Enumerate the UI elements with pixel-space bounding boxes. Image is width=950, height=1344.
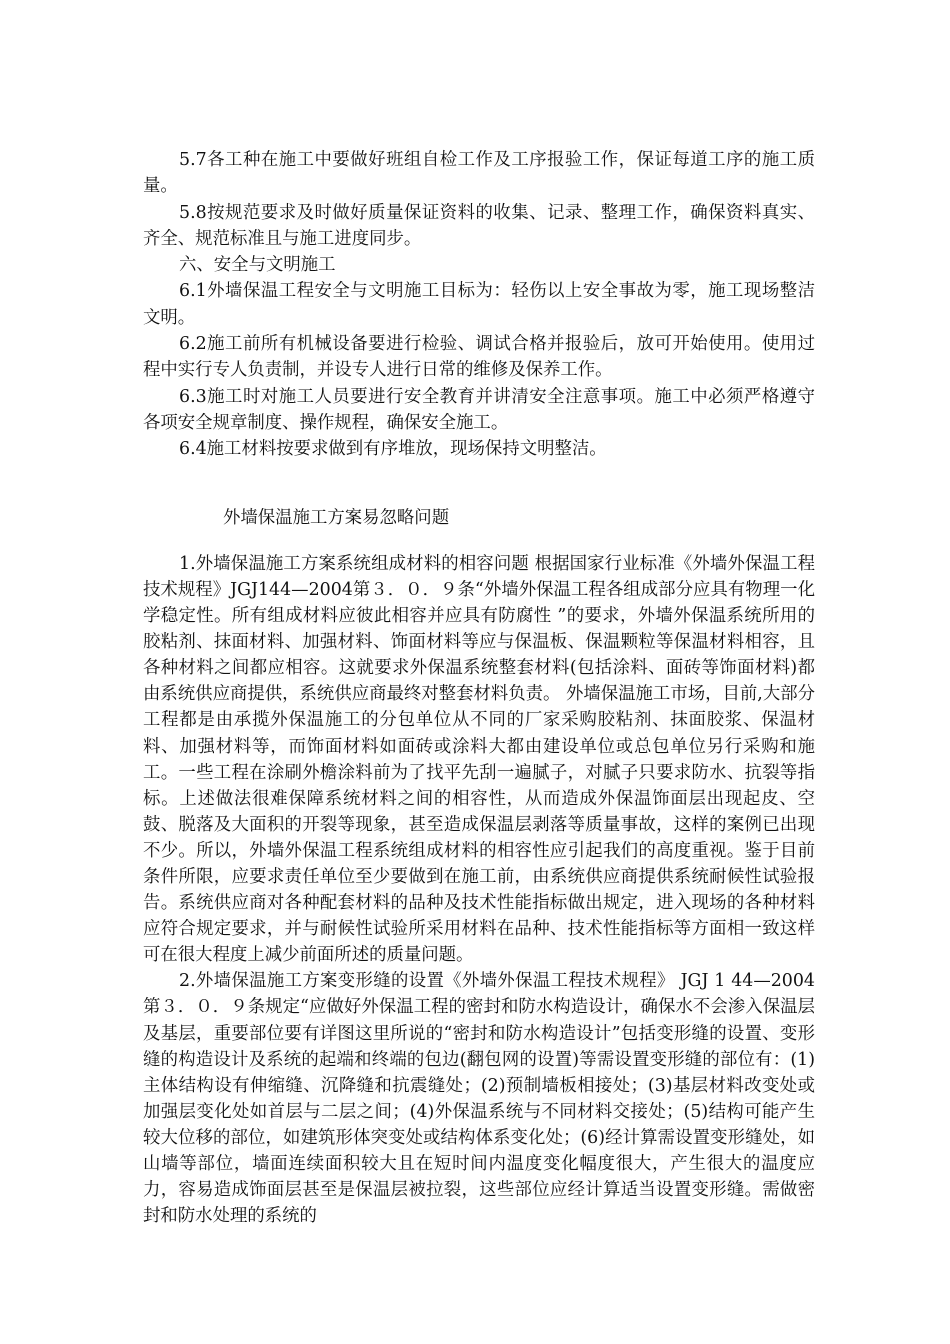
- paragraph-6-3: 6.3施工时对施工人员要进行安全教育并讲清安全注意事项。施工中必须严格遵守各项安全规章制度、操作规程，确保安全施工。: [143, 386, 815, 433]
- paragraph-5-7: 5.7各工种在施工中要做好班组自检工作及工序报验工作，保证每道工序的施工质量。: [143, 150, 815, 197]
- paragraph-6-4: 6.4施工材料按要求做到有序堆放，现场保持文明整洁。: [179, 439, 607, 460]
- section-spacer: [143, 463, 815, 505]
- section-heading-safety: 六、安全与文明施工: [179, 255, 336, 276]
- article-title: 外墙保温施工方案易忽略问题: [223, 507, 450, 528]
- paragraph-material-compatibility: 1.外墙保温施工方案系统组成材料的相容问题 根据国家行业标准《外墙外保温工程技术规程》JGJ144—2004第３．０．９条“外墙外保温工程各组成部分应具有物理一化学稳定性。所有组成材料应彼此相容并应具有防腐性 ”的要求，外墙外保温系统所用的胶粘剂、抹面材料、加强材料、饰面材料等应与保温板、保温颗粒等保温材料相容，且各种材料之间都应相容。这就要求外保温系统整套材料(包括涂料、面砖等饰面材料)都由系统供应商提供，系统供应商最终对整套材料负责。 外墙保温施工市场，目前,大部分工程都是由承揽外保温施工的分包单位从不同的厂家采购胶粘剂、抹面胶浆、保温材料、加强材料等，而饰面材料如面砖或涂料大都由建设单位或总包单位另行采购和施工。一些工程在涂刷外檐涂料前为了找平先刮一遍腻子，对腻子只要求防水、抗裂等指标。上述做法很难保障系统材料之间的相容性，从而造成外保温饰面层出现起皮、空鼓、脱落及大面积的开裂等现象，甚至造成保温层剥落等质量事故，这样的案例已出现不少。所以，外墙外保温工程系统组成材料的相容性应引起我们的高度重视。鉴于目前条件所限，应要求责任单位至少要做到在施工前，由系统供应商提供系统耐候性试验报告。系统供应商对各种配套材料的品种及技术性能指标做出规定，进入现场的各种材料应符合规定要求，并与耐候性试验所采用材料在品种、技术性能指标等方面相一致这样可在很大程度上减少前面所述的质量问题。: [143, 553, 815, 966]
- document-page: [143, 147, 815, 1229]
- paragraph-5-8: 5.8按规范要求及时做好质量保证资料的收集、记录、整理工作，确保资料真实、齐全、规范标准且与施工进度同步。: [143, 202, 815, 249]
- construction-requirements-section: [143, 147, 815, 463]
- paragraph-deformation-joints: 2.外墙保温施工方案变形缝的设置《外墙外保温工程技术规程》 JGJ 1 44—2004第３．０．９条规定“应做好外保温工程的密封和防水构造设计，确保水不会渗入保温层及基层，重要部位要有详图这里所说的“密封和防水构造设计”包括变形缝的设置、变形缝的构造设计及系统的起端和终端的包边(翻包网的设置)等需设置变形缝的部位有：(1)主体结构设有伸缩缝、沉降缝和抗震缝处；(2)预制墙板相接处；(3)基层材料改变处或加强层变化处如首层与二层之间；(4)外保温系统与不同材料交接处；(5)结构可能产生较大位移的部位，如建筑形体突变处或结构体系变化处；(6)经计算需设置变形缝处，如山墙等部位，墙面连续面积较大且在短时间内温度变化幅度很大，产生很大的温度应力，容易造成饰面层甚至是保温层被拉裂，这些部位应经计算适当设置变形缝。需做密封和防水处理的系统的: [143, 971, 815, 1227]
- overlooked-issues-section: [143, 551, 815, 1229]
- paragraph-6-2: 6.2施工前所有机械设备要进行检验、调试合格并报验后，放可开始使用。使用过程中实行专人负责制，并设专人进行日常的维修及保养工作。: [143, 334, 815, 381]
- paragraph-6-1: 6.1外墙保温工程安全与文明施工目标为：轻伤以上安全事故为零，施工现场整洁文明。: [143, 281, 815, 328]
